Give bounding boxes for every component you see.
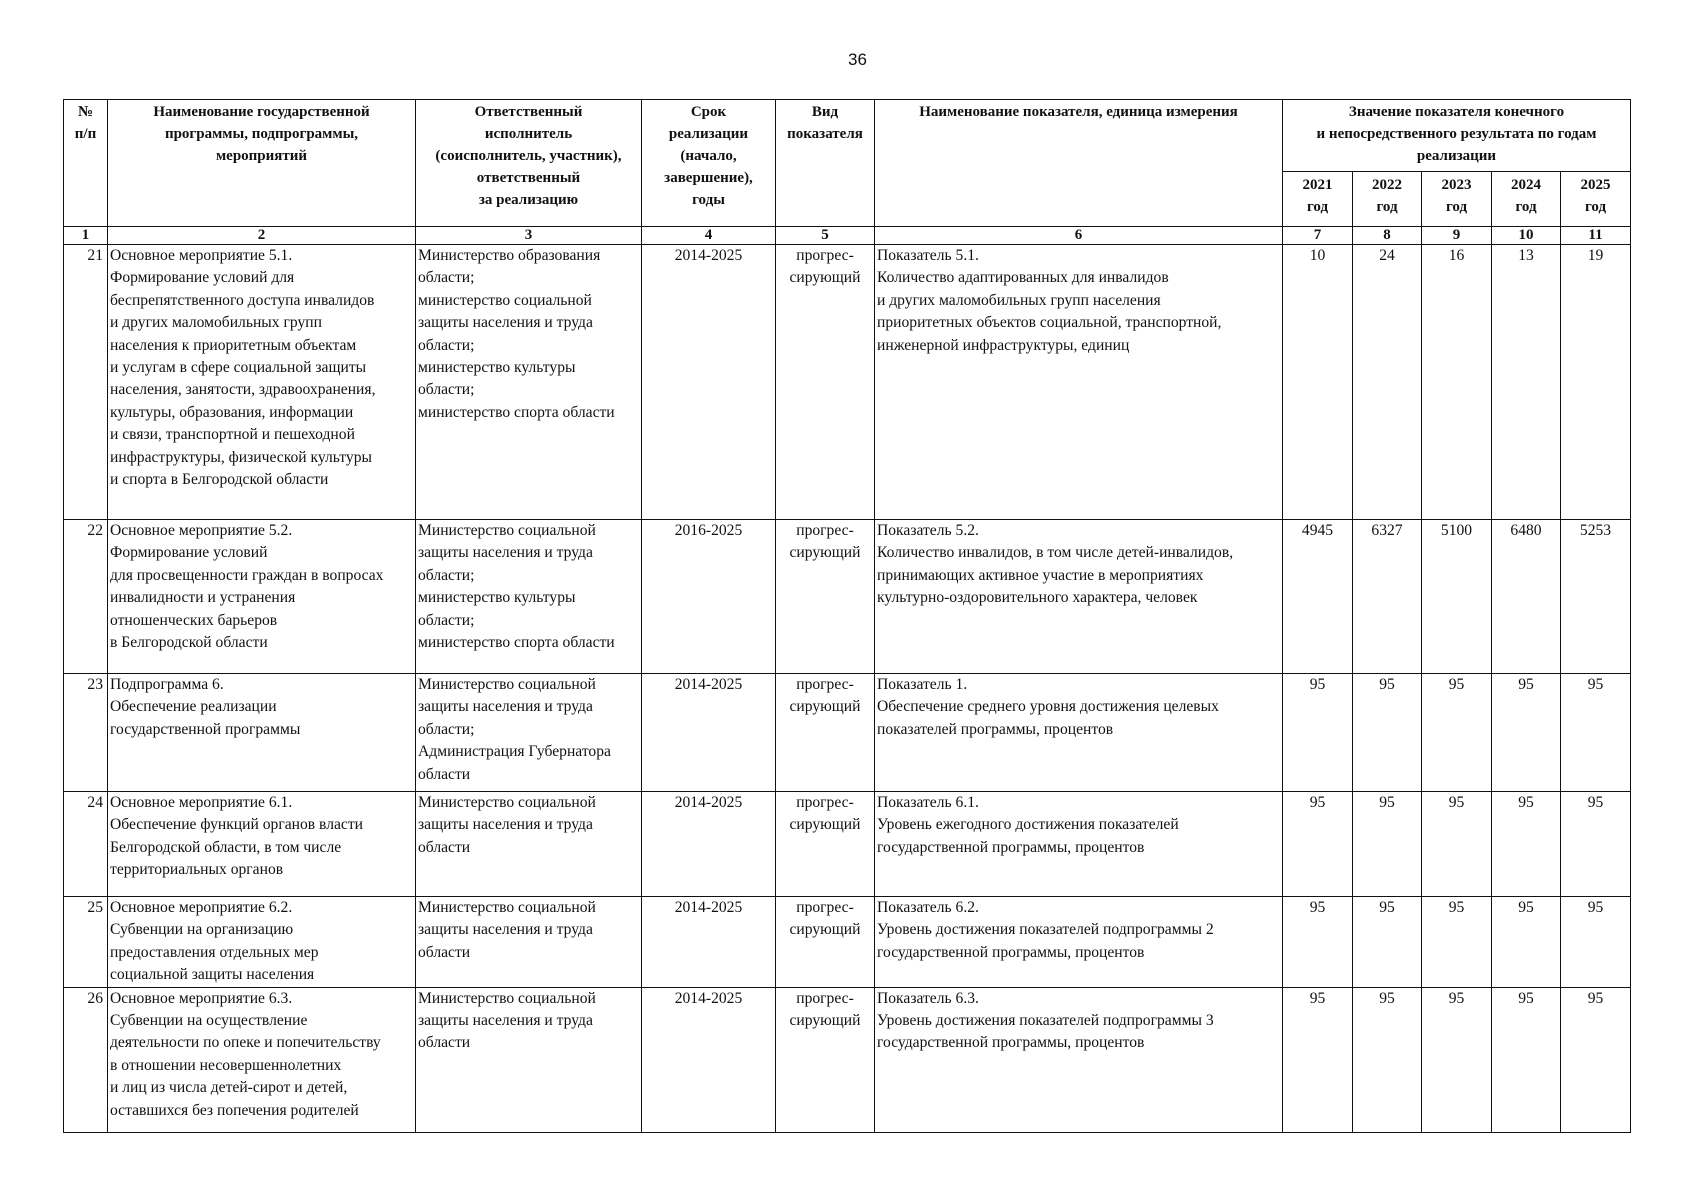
table-header [64, 100, 1631, 245]
value-2023-cell: 95 [1422, 674, 1492, 792]
indicator-type-cell: прогрес- сирующий [776, 520, 875, 674]
column-number: 7 [1283, 227, 1353, 245]
table-row [64, 897, 1631, 988]
row-number: 21 [64, 245, 108, 520]
value-2025-cell: 95 [1561, 987, 1631, 1132]
value-2021-cell: 10 [1283, 245, 1353, 520]
executor-cell: Министерство социальной защиты населения и труда области [416, 897, 642, 988]
row-number: 23 [64, 674, 108, 792]
column-number: 8 [1353, 227, 1422, 245]
column-number: 3 [416, 227, 642, 245]
value-2025-cell: 19 [1561, 245, 1631, 520]
value-2022-cell: 95 [1353, 792, 1422, 897]
header-year-2024: 2024 год [1492, 172, 1561, 227]
value-2024-cell: 95 [1492, 897, 1561, 988]
indicator-name-cell: Показатель 5.1. Количество адаптированных для инвалидов и других маломобильных групп населения приоритетных объектов социальной, транспортной, инженерной инфраструктуры, единиц [875, 245, 1283, 520]
indicator-type-cell: прогрес- сирующий [776, 245, 875, 520]
row-number: 24 [64, 792, 108, 897]
value-2022-cell: 6327 [1353, 520, 1422, 674]
indicator-name-cell: Показатель 6.2. Уровень достижения показателей подпрограммы 2 государственной программы, процентов [875, 897, 1283, 988]
row-number: 25 [64, 897, 108, 988]
program-name-cell: Основное мероприятие 5.1. Формирование условий для беспрепятственного доступа инвалидов и других маломобильных групп населения к приоритетным объектам и услугам в сфере социальной защиты населения, занятости, здравоохранения, культуры, образования, информации и связи, транспортной и пешеходной инфраструктуры, физической культуры и спорта в Белгородской области [108, 245, 416, 520]
value-2021-cell: 95 [1283, 987, 1353, 1132]
program-name-cell: Подпрограмма 6. Обеспечение реализации государственной программы [108, 674, 416, 792]
indicator-name-cell: Показатель 1. Обеспечение среднего уровня достижения целевых показателей программы, процентов [875, 674, 1283, 792]
table-row [64, 520, 1631, 674]
indicator-name-cell: Показатель 6.1. Уровень ежегодного достижения показателей государственной программы, процентов [875, 792, 1283, 897]
header-year-2022: 2022 год [1353, 172, 1422, 227]
table-row [64, 245, 1631, 520]
header-year-2023: 2023 год [1422, 172, 1492, 227]
period-cell: 2014-2025 [642, 792, 776, 897]
indicator-type-cell: прогрес- сирующий [776, 792, 875, 897]
header-num: № п/п [64, 100, 108, 227]
column-number: 2 [108, 227, 416, 245]
executor-cell: Министерство социальной защиты населения и труда области [416, 792, 642, 897]
value-2021-cell: 95 [1283, 674, 1353, 792]
value-2023-cell: 16 [1422, 245, 1492, 520]
value-2022-cell: 95 [1353, 897, 1422, 988]
value-2025-cell: 5253 [1561, 520, 1631, 674]
table-row [64, 987, 1631, 1132]
header-period: Срок реализации (начало, завершение), годы [642, 100, 776, 227]
value-2022-cell: 95 [1353, 987, 1422, 1132]
header-indicator-name: Наименование показателя, единица измерения [875, 100, 1283, 227]
value-2023-cell: 95 [1422, 897, 1492, 988]
header-indicator-type: Вид показателя [776, 100, 875, 227]
value-2025-cell: 95 [1561, 897, 1631, 988]
value-2022-cell: 95 [1353, 674, 1422, 792]
value-2021-cell: 95 [1283, 792, 1353, 897]
column-number: 6 [875, 227, 1283, 245]
executor-cell: Министерство социальной защиты населения и труда области; министерство культуры области; министерство спорта области [416, 520, 642, 674]
executor-cell: Министерство образования области; министерство социальной защиты населения и труда области; министерство культуры области; министерство спорта области [416, 245, 642, 520]
indicator-name-cell: Показатель 5.2. Количество инвалидов, в том числе детей-инвалидов, принимающих активное участие в мероприятиях культурно-оздоровительного характера, человек [875, 520, 1283, 674]
indicator-type-cell: прогрес- сирующий [776, 987, 875, 1132]
value-2023-cell: 95 [1422, 792, 1492, 897]
program-name-cell: Основное мероприятие 5.2. Формирование условий для просвещенности граждан в вопросах инвалидности и устранения отношенческих барьеров в Белгородской области [108, 520, 416, 674]
executor-cell: Министерство социальной защиты населения и труда области [416, 987, 642, 1132]
value-2024-cell: 95 [1492, 987, 1561, 1132]
value-2025-cell: 95 [1561, 674, 1631, 792]
indicator-type-cell: прогрес- сирующий [776, 674, 875, 792]
value-2023-cell: 5100 [1422, 520, 1492, 674]
header-executor: Ответственный исполнитель (соисполнитель, участник), ответственный за реализацию [416, 100, 642, 227]
value-2021-cell: 4945 [1283, 520, 1353, 674]
page-number: 36 [848, 50, 867, 69]
period-cell: 2014-2025 [642, 674, 776, 792]
column-number: 9 [1422, 227, 1492, 245]
column-numbers-row [64, 227, 1631, 245]
column-number: 5 [776, 227, 875, 245]
period-cell: 2014-2025 [642, 897, 776, 988]
value-2024-cell: 6480 [1492, 520, 1561, 674]
period-cell: 2014-2025 [642, 987, 776, 1132]
executor-cell: Министерство социальной защиты населения и труда области; Администрация Губернатора области [416, 674, 642, 792]
value-2024-cell: 95 [1492, 792, 1561, 897]
row-number: 26 [64, 987, 108, 1132]
column-number: 1 [64, 227, 108, 245]
column-number: 10 [1492, 227, 1561, 245]
program-name-cell: Основное мероприятие 6.3. Субвенции на осуществление деятельности по опеке и попечительству в отношении несовершеннолетних и лиц из числа детей-сирот и детей, оставшихся без попечения родителей [108, 987, 416, 1132]
header-year-2021: 2021 год [1283, 172, 1353, 227]
column-number: 11 [1561, 227, 1631, 245]
value-2021-cell: 95 [1283, 897, 1353, 988]
program-name-cell: Основное мероприятие 6.1. Обеспечение функций органов власти Белгородской области, в том числе территориальных органов [108, 792, 416, 897]
value-2022-cell: 24 [1353, 245, 1422, 520]
table-body [64, 245, 1631, 1133]
column-number: 4 [642, 227, 776, 245]
value-2024-cell: 95 [1492, 674, 1561, 792]
table-row [64, 792, 1631, 897]
indicators-table [63, 99, 1631, 1133]
table-row [64, 674, 1631, 792]
indicator-type-cell: прогрес- сирующий [776, 897, 875, 988]
header-program-name: Наименование государственной программы, подпрограммы, мероприятий [108, 100, 416, 227]
header-year-2025: 2025 год [1561, 172, 1631, 227]
period-cell: 2014-2025 [642, 245, 776, 520]
period-cell: 2016-2025 [642, 520, 776, 674]
value-2024-cell: 13 [1492, 245, 1561, 520]
value-2023-cell: 95 [1422, 987, 1492, 1132]
value-2025-cell: 95 [1561, 792, 1631, 897]
indicator-name-cell: Показатель 6.3. Уровень достижения показателей подпрограммы 3 государственной программы, процентов [875, 987, 1283, 1132]
header-values-group: Значение показателя конечного и непосредственного результата по годам реализации [1283, 100, 1631, 172]
row-number: 22 [64, 520, 108, 674]
program-name-cell: Основное мероприятие 6.2. Субвенции на организацию предоставления отдельных мер социальной защиты населения [108, 897, 416, 988]
